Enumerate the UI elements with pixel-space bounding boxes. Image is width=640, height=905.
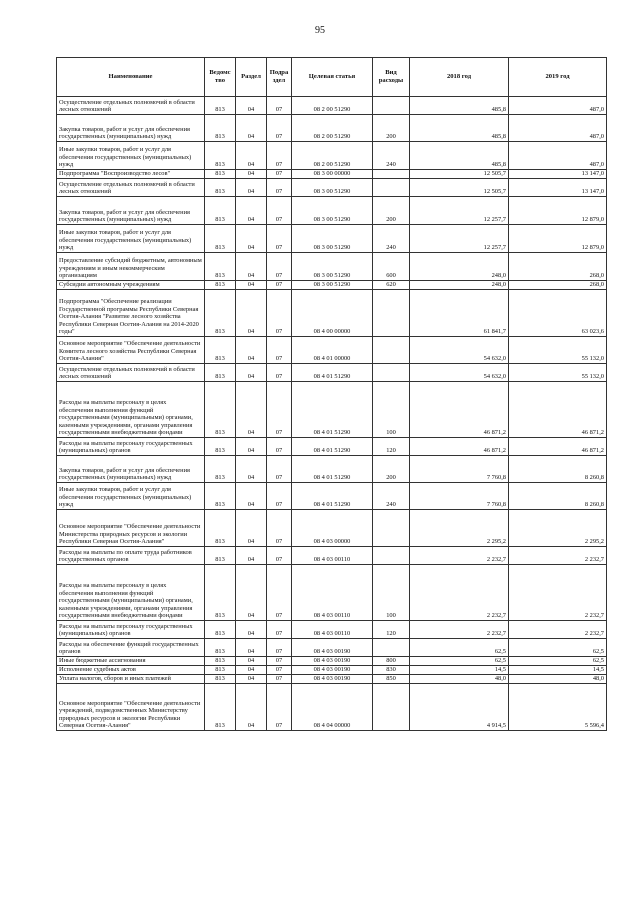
cell-name: Расходы на выплаты персоналу государственных (муниципальных) органов — [57, 438, 205, 456]
cell-2018: 46 871,2 — [410, 382, 509, 438]
cell-2019: 46 871,2 — [509, 438, 607, 456]
cell-name: Подпрограмма "Воспроизводство лесов" — [57, 170, 205, 179]
table-row — [57, 675, 607, 684]
cell-expense-type — [373, 639, 410, 657]
cell-section: 04 — [236, 456, 267, 483]
table-row — [57, 253, 607, 281]
cell-expense-type: 850 — [373, 675, 410, 684]
cell-2018: 4 914,5 — [410, 684, 509, 731]
cell-subsection: 07 — [267, 115, 292, 142]
cell-expense-type: 830 — [373, 666, 410, 675]
cell-expense-type: 240 — [373, 225, 410, 253]
cell-name: Иные закупки товаров, работ и услуг для обеспечения государственных (муниципальных) нужд — [57, 225, 205, 253]
cell-subsection: 07 — [267, 253, 292, 281]
cell-name: Закупка товаров, работ и услуг для обеспечения государственных (муниципальных) нужд — [57, 456, 205, 483]
cell-section: 04 — [236, 684, 267, 731]
cell-department: 813 — [205, 438, 236, 456]
table-row — [57, 483, 607, 510]
cell-section: 04 — [236, 179, 267, 197]
cell-target-article: 08 4 01 51290 — [292, 364, 373, 382]
cell-2018: 12 505,7 — [410, 179, 509, 197]
cell-expense-type: 800 — [373, 657, 410, 666]
cell-section: 04 — [236, 675, 267, 684]
cell-2018: 485,8 — [410, 97, 509, 115]
cell-section: 04 — [236, 337, 267, 364]
cell-target-article: 08 4 03 00000 — [292, 510, 373, 547]
cell-department: 813 — [205, 337, 236, 364]
cell-expense-type: 240 — [373, 483, 410, 510]
cell-name: Расходы на выплаты по оплате труда работников государственных органов — [57, 547, 205, 565]
cell-2019: 63 023,6 — [509, 290, 607, 337]
cell-expense-type: 200 — [373, 456, 410, 483]
cell-expense-type — [373, 510, 410, 547]
column-header-2018: 2018 год — [410, 58, 509, 97]
column-header-section: Раздел — [236, 58, 267, 97]
cell-subsection: 07 — [267, 565, 292, 621]
table-row — [57, 657, 607, 666]
column-header-target-article: Целевая статья — [292, 58, 373, 97]
cell-2019: 2 232,7 — [509, 547, 607, 565]
cell-target-article: 08 4 03 00190 — [292, 639, 373, 657]
cell-subsection: 07 — [267, 657, 292, 666]
cell-target-article: 08 3 00 51290 — [292, 253, 373, 281]
column-header-expense-type: Вид расходы — [373, 58, 410, 97]
cell-name: Предоставление субсидий бюджетным, автономным учреждениям и иным некоммерческим организациям — [57, 253, 205, 281]
cell-2018: 2 295,2 — [410, 510, 509, 547]
cell-target-article: 08 4 00 00000 — [292, 290, 373, 337]
cell-department: 813 — [205, 547, 236, 565]
cell-department: 813 — [205, 115, 236, 142]
cell-target-article: 08 4 01 00000 — [292, 337, 373, 364]
cell-target-article: 08 4 03 00190 — [292, 666, 373, 675]
cell-subsection: 07 — [267, 438, 292, 456]
cell-2018: 485,8 — [410, 142, 509, 170]
table-row — [57, 142, 607, 170]
cell-section: 04 — [236, 115, 267, 142]
cell-2019: 55 132,0 — [509, 364, 607, 382]
cell-subsection: 07 — [267, 684, 292, 731]
cell-target-article: 08 2 00 51290 — [292, 115, 373, 142]
cell-2019: 2 232,7 — [509, 621, 607, 639]
cell-2019: 13 147,0 — [509, 170, 607, 179]
cell-expense-type — [373, 684, 410, 731]
cell-department: 813 — [205, 510, 236, 547]
cell-department: 813 — [205, 666, 236, 675]
cell-expense-type — [373, 179, 410, 197]
cell-name: Основное мероприятие "Обеспечение деятельности учреждений, подведомственных Министерству природных ресурсов и экологии Республики Северная Осетия-Алания" — [57, 684, 205, 731]
cell-target-article: 08 3 00 51290 — [292, 179, 373, 197]
cell-department: 813 — [205, 621, 236, 639]
cell-section: 04 — [236, 565, 267, 621]
cell-subsection: 07 — [267, 639, 292, 657]
table-row — [57, 197, 607, 225]
cell-section: 04 — [236, 281, 267, 290]
column-header-department: Ведомс тво — [205, 58, 236, 97]
table-row — [57, 179, 607, 197]
cell-subsection: 07 — [267, 456, 292, 483]
cell-section: 04 — [236, 438, 267, 456]
cell-expense-type: 240 — [373, 142, 410, 170]
cell-2018: 12 257,7 — [410, 225, 509, 253]
cell-subsection: 07 — [267, 97, 292, 115]
cell-subsection: 07 — [267, 510, 292, 547]
cell-expense-type: 120 — [373, 621, 410, 639]
cell-subsection: 07 — [267, 290, 292, 337]
cell-name: Расходы на выплаты персоналу в целях обеспечения выполнения функций государственными (муниципальными) органами, казенными учреждениями, органами управления государственными внебюджетными фондами — [57, 565, 205, 621]
cell-2018: 62,5 — [410, 639, 509, 657]
cell-section: 04 — [236, 483, 267, 510]
cell-expense-type: 100 — [373, 382, 410, 438]
cell-2018: 2 232,7 — [410, 547, 509, 565]
cell-name: Расходы на обеспечение функций государственных органов — [57, 639, 205, 657]
cell-department: 813 — [205, 684, 236, 731]
cell-2019: 2 295,2 — [509, 510, 607, 547]
cell-department: 813 — [205, 253, 236, 281]
cell-department: 813 — [205, 290, 236, 337]
cell-expense-type: 600 — [373, 253, 410, 281]
cell-name: Уплата налогов, сборов и иных платежей — [57, 675, 205, 684]
table-row — [57, 382, 607, 438]
cell-name: Осуществление отдельных полномочий в области лесных отношений — [57, 364, 205, 382]
table-row — [57, 225, 607, 253]
cell-department: 813 — [205, 179, 236, 197]
cell-name: Осуществление отдельных полномочий в области лесных отношений — [57, 97, 205, 115]
table-row — [57, 547, 607, 565]
cell-2019: 8 260,8 — [509, 456, 607, 483]
column-header-2019: 2019 год — [509, 58, 607, 97]
cell-target-article: 08 3 00 51290 — [292, 197, 373, 225]
cell-expense-type — [373, 364, 410, 382]
cell-2018: 46 871,2 — [410, 438, 509, 456]
cell-2019: 487,0 — [509, 115, 607, 142]
cell-expense-type: 120 — [373, 438, 410, 456]
cell-department: 813 — [205, 281, 236, 290]
cell-2018: 48,0 — [410, 675, 509, 684]
cell-expense-type — [373, 97, 410, 115]
cell-department: 813 — [205, 382, 236, 438]
cell-department: 813 — [205, 456, 236, 483]
cell-subsection: 07 — [267, 197, 292, 225]
cell-section: 04 — [236, 290, 267, 337]
table-row — [57, 281, 607, 290]
cell-name: Осуществление отдельных полномочий в области лесных отношений — [57, 179, 205, 197]
table-row — [57, 97, 607, 115]
cell-2019: 487,0 — [509, 97, 607, 115]
cell-2018: 485,8 — [410, 115, 509, 142]
cell-expense-type — [373, 290, 410, 337]
cell-2018: 62,5 — [410, 657, 509, 666]
cell-expense-type — [373, 547, 410, 565]
cell-department: 813 — [205, 142, 236, 170]
table-row — [57, 565, 607, 621]
table-row — [57, 510, 607, 547]
cell-subsection: 07 — [267, 621, 292, 639]
cell-name: Иные бюджетные ассигнования — [57, 657, 205, 666]
cell-section: 04 — [236, 142, 267, 170]
cell-name: Основное мероприятие "Обеспечение деятельности Министерства природных ресурсов и экологии Республики Северная Осетия-Алания" — [57, 510, 205, 547]
cell-department: 813 — [205, 197, 236, 225]
cell-section: 04 — [236, 170, 267, 179]
table-row — [57, 621, 607, 639]
cell-target-article: 08 3 00 00000 — [292, 170, 373, 179]
cell-2019: 12 879,0 — [509, 197, 607, 225]
cell-target-article: 08 4 01 51290 — [292, 438, 373, 456]
cell-expense-type — [373, 170, 410, 179]
cell-section: 04 — [236, 639, 267, 657]
cell-expense-type — [373, 337, 410, 364]
cell-section: 04 — [236, 97, 267, 115]
cell-2019: 62,5 — [509, 639, 607, 657]
cell-2019: 268,0 — [509, 253, 607, 281]
cell-expense-type: 100 — [373, 565, 410, 621]
cell-2018: 248,0 — [410, 281, 509, 290]
cell-2018: 54 632,0 — [410, 364, 509, 382]
cell-department: 813 — [205, 675, 236, 684]
cell-department: 813 — [205, 97, 236, 115]
cell-name: Закупка товаров, работ и услуг для обеспечения государственных (муниципальных) нужд — [57, 115, 205, 142]
cell-target-article: 08 3 00 51290 — [292, 225, 373, 253]
cell-2019: 48,0 — [509, 675, 607, 684]
cell-section: 04 — [236, 253, 267, 281]
table-row — [57, 364, 607, 382]
page-number: 95 — [315, 25, 325, 36]
cell-section: 04 — [236, 225, 267, 253]
cell-target-article: 08 4 01 51290 — [292, 483, 373, 510]
cell-subsection: 07 — [267, 364, 292, 382]
cell-department: 813 — [205, 364, 236, 382]
cell-section: 04 — [236, 197, 267, 225]
cell-department: 813 — [205, 657, 236, 666]
cell-subsection: 07 — [267, 337, 292, 364]
cell-target-article: 08 4 03 00110 — [292, 565, 373, 621]
cell-2018: 12 257,7 — [410, 197, 509, 225]
cell-target-article: 08 4 03 00190 — [292, 675, 373, 684]
cell-2019: 62,5 — [509, 657, 607, 666]
cell-subsection: 07 — [267, 675, 292, 684]
column-header-name: Наименование — [57, 58, 205, 97]
table-row — [57, 170, 607, 179]
cell-target-article: 08 4 01 51290 — [292, 456, 373, 483]
table-row — [57, 337, 607, 364]
cell-2019: 13 147,0 — [509, 179, 607, 197]
cell-subsection: 07 — [267, 281, 292, 290]
budget-table — [56, 57, 607, 731]
cell-2019: 268,0 — [509, 281, 607, 290]
cell-subsection: 07 — [267, 547, 292, 565]
cell-target-article: 08 4 04 00000 — [292, 684, 373, 731]
cell-2018: 14,5 — [410, 666, 509, 675]
table-body — [57, 97, 607, 731]
cell-department: 813 — [205, 225, 236, 253]
cell-2018: 12 505,7 — [410, 170, 509, 179]
table-row — [57, 456, 607, 483]
cell-2019: 487,0 — [509, 142, 607, 170]
cell-2018: 61 841,7 — [410, 290, 509, 337]
table-header-row — [57, 58, 607, 97]
table-row — [57, 684, 607, 731]
cell-2019: 8 260,8 — [509, 483, 607, 510]
cell-2019: 5 596,4 — [509, 684, 607, 731]
cell-expense-type: 200 — [373, 197, 410, 225]
cell-department: 813 — [205, 483, 236, 510]
cell-department: 813 — [205, 565, 236, 621]
cell-2018: 7 760,8 — [410, 456, 509, 483]
cell-subsection: 07 — [267, 483, 292, 510]
cell-2019: 14,5 — [509, 666, 607, 675]
cell-section: 04 — [236, 547, 267, 565]
cell-2018: 2 232,7 — [410, 621, 509, 639]
cell-name: Субсидии автономным учреждениям — [57, 281, 205, 290]
cell-target-article: 08 2 00 51290 — [292, 97, 373, 115]
table-row — [57, 639, 607, 657]
cell-section: 04 — [236, 657, 267, 666]
cell-2019: 12 879,0 — [509, 225, 607, 253]
cell-name: Закупка товаров, работ и услуг для обеспечения государственных (муниципальных) нужд — [57, 197, 205, 225]
cell-name: Иные закупки товаров, работ и услуг для обеспечения государственных (муниципальных) нужд — [57, 142, 205, 170]
cell-target-article: 08 4 01 51290 — [292, 382, 373, 438]
cell-name: Расходы на выплаты персоналу государственных (муниципальных) органов — [57, 621, 205, 639]
cell-target-article: 08 4 03 00190 — [292, 657, 373, 666]
cell-section: 04 — [236, 621, 267, 639]
cell-2018: 54 632,0 — [410, 337, 509, 364]
cell-section: 04 — [236, 364, 267, 382]
cell-subsection: 07 — [267, 179, 292, 197]
cell-department: 813 — [205, 170, 236, 179]
cell-subsection: 07 — [267, 142, 292, 170]
cell-target-article: 08 3 00 51290 — [292, 281, 373, 290]
cell-expense-type: 620 — [373, 281, 410, 290]
table-row — [57, 115, 607, 142]
cell-department: 813 — [205, 639, 236, 657]
cell-subsection: 07 — [267, 170, 292, 179]
cell-2019: 55 132,0 — [509, 337, 607, 364]
table-row — [57, 666, 607, 675]
cell-section: 04 — [236, 666, 267, 675]
cell-name: Основное мероприятие "Обеспечение деятельности Комитета лесного хозяйства Республики Северная Осетия-Алания" — [57, 337, 205, 364]
column-header-subsection: Подра здел — [267, 58, 292, 97]
table-row — [57, 438, 607, 456]
cell-section: 04 — [236, 510, 267, 547]
cell-name: Исполнение судебных актов — [57, 666, 205, 675]
cell-target-article: 08 4 03 00110 — [292, 547, 373, 565]
cell-name: Расходы на выплаты персоналу в целях обеспечения выполнения функций государственными (муниципальными) органами, казенными учреждениями, органами управления государственными внебюджетными фондами — [57, 382, 205, 438]
cell-2019: 46 871,2 — [509, 382, 607, 438]
cell-subsection: 07 — [267, 382, 292, 438]
cell-2018: 2 232,7 — [410, 565, 509, 621]
cell-subsection: 07 — [267, 225, 292, 253]
cell-name: Подпрограмма "Обеспечение реализации Государственной программы Республики Северная Осетия-Алания "Развитие лесного хозяйства Республики Северная Осетия-Алания на 2014-2020 годы" — [57, 290, 205, 337]
cell-section: 04 — [236, 382, 267, 438]
cell-subsection: 07 — [267, 666, 292, 675]
cell-2019: 2 232,7 — [509, 565, 607, 621]
cell-2018: 7 760,8 — [410, 483, 509, 510]
cell-target-article: 08 2 00 51290 — [292, 142, 373, 170]
table-row — [57, 290, 607, 337]
cell-2018: 248,0 — [410, 253, 509, 281]
cell-name: Иные закупки товаров, работ и услуг для обеспечения государственных (муниципальных) нужд — [57, 483, 205, 510]
cell-expense-type: 200 — [373, 115, 410, 142]
cell-target-article: 08 4 03 00110 — [292, 621, 373, 639]
